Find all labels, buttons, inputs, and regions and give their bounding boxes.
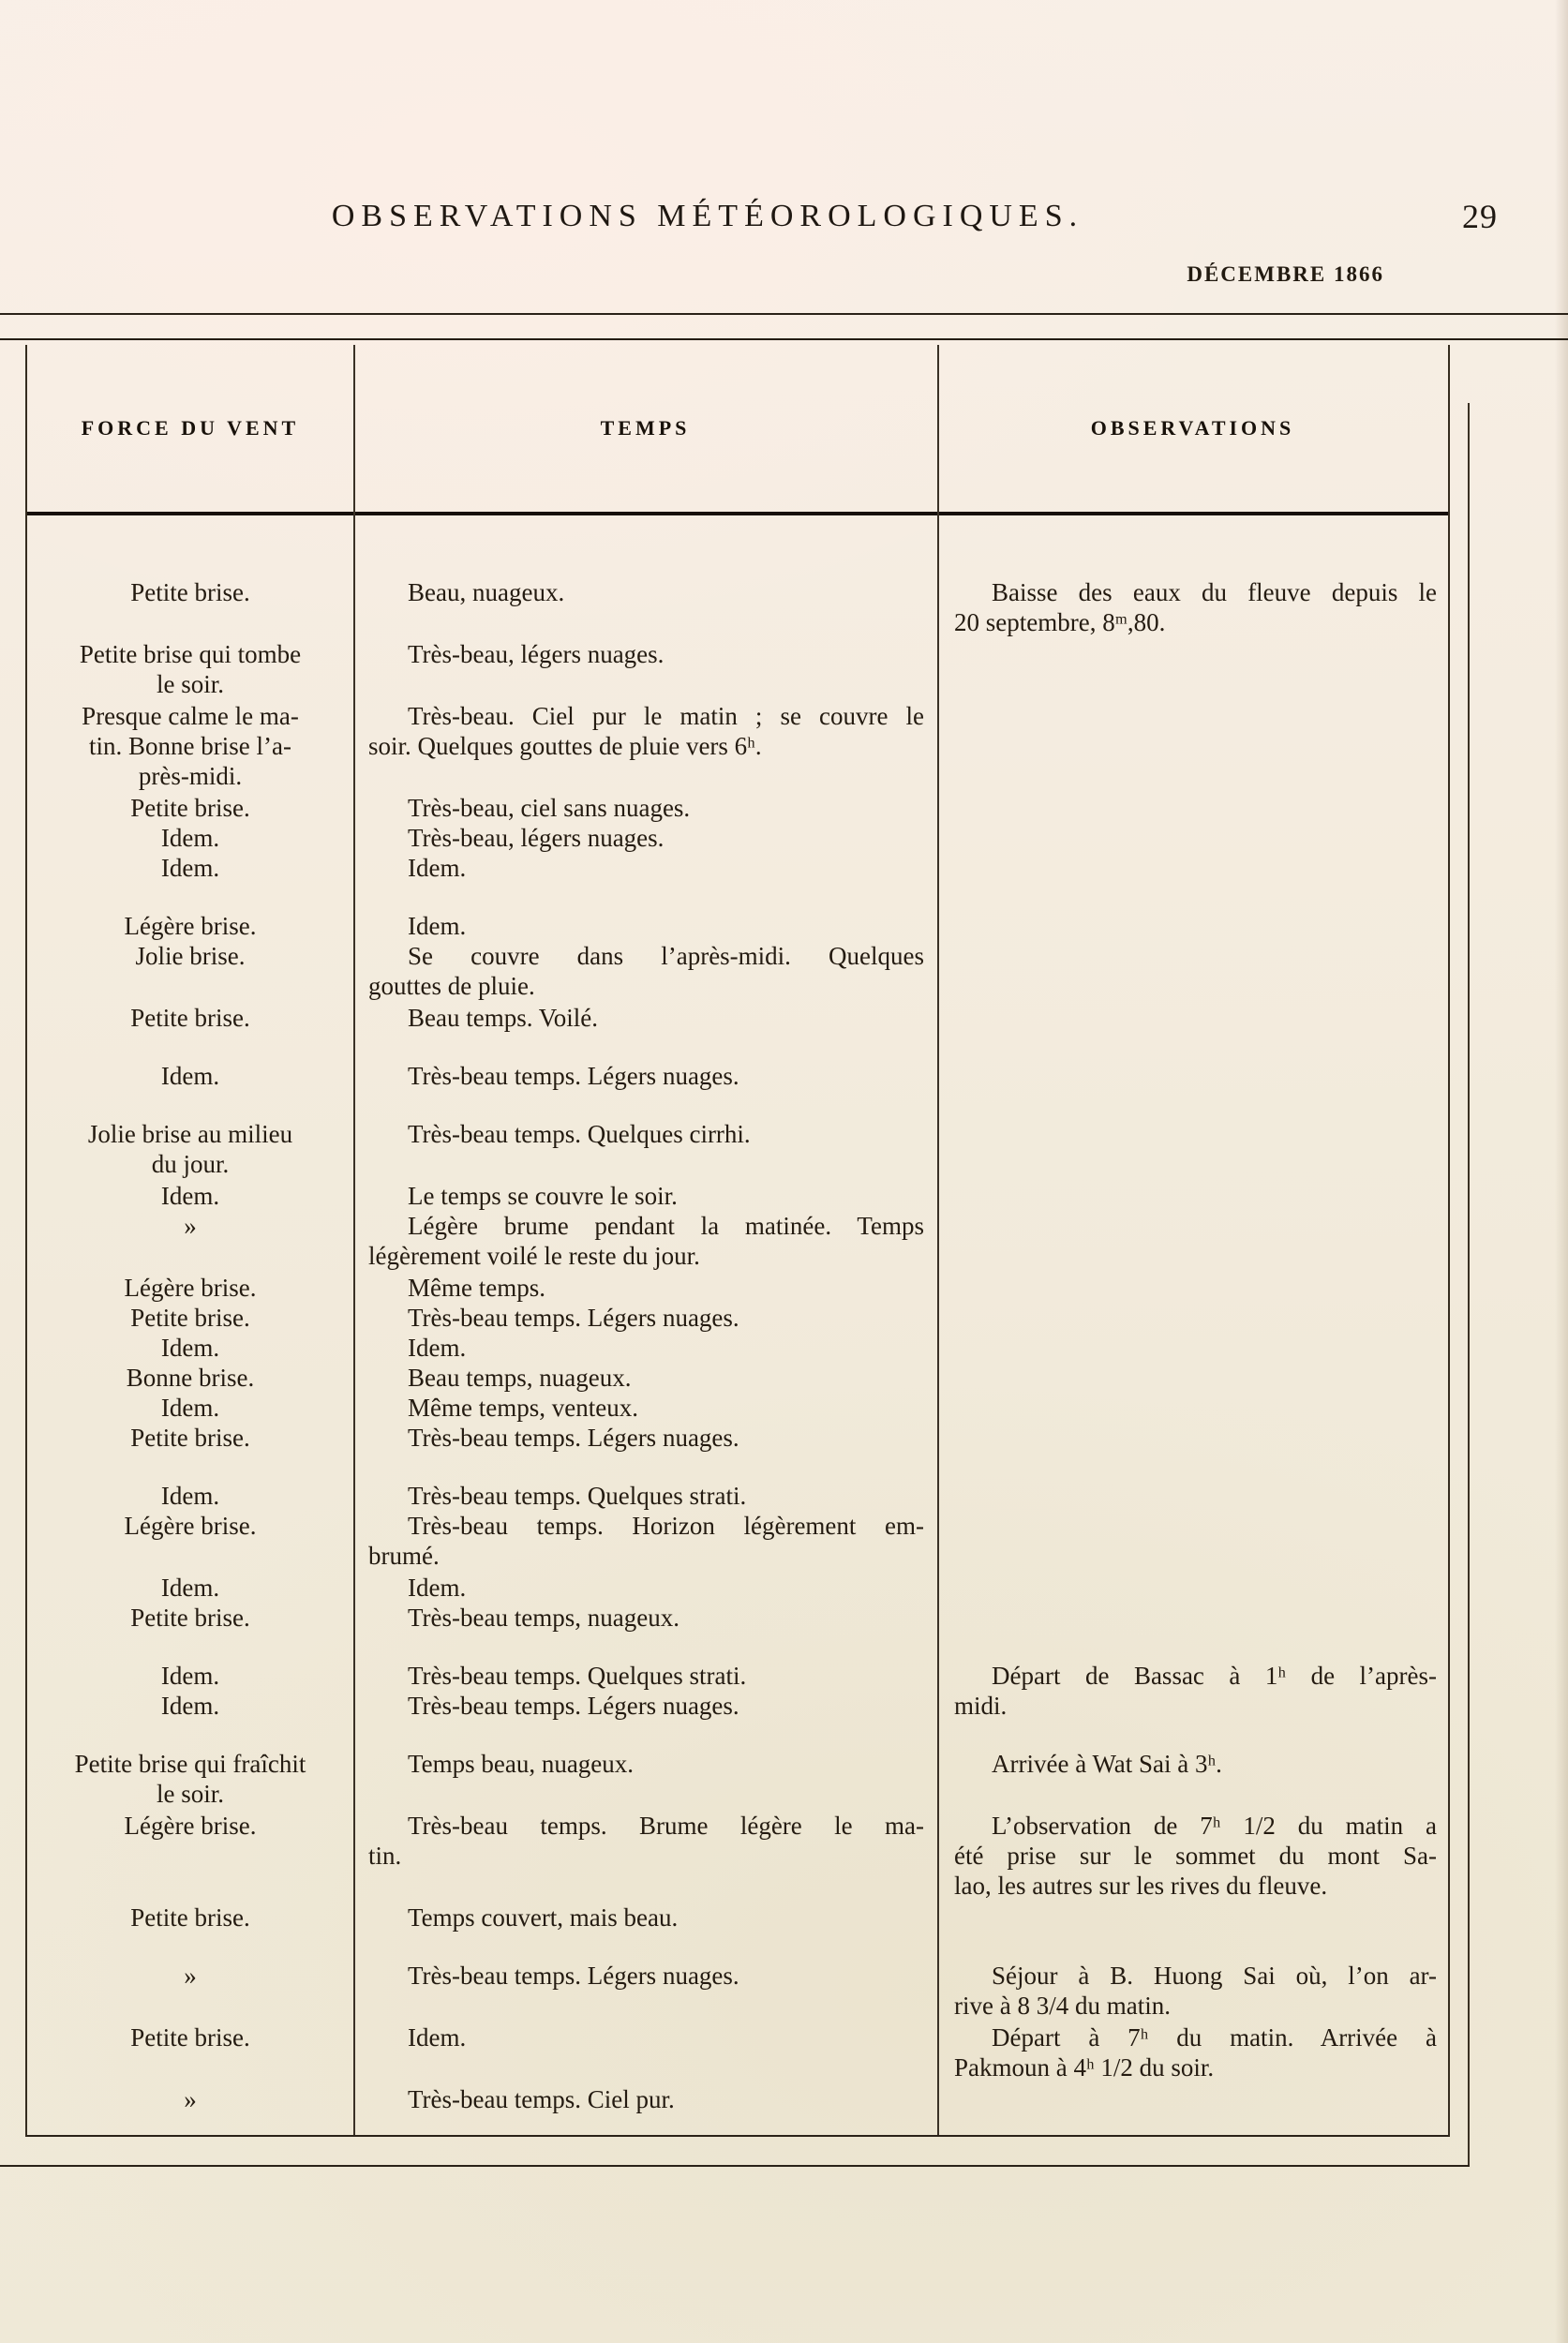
text-line: Séjour à B. Huong Sai où, l’on ar- xyxy=(992,1962,1437,1990)
text-line: Très-beau temps. Légers nuages. xyxy=(408,1962,739,1990)
observations-cell xyxy=(937,1573,1448,1633)
text-line: Idem. xyxy=(160,1062,220,1090)
entry-paragraph xyxy=(368,1661,924,1691)
entry-paragraph xyxy=(35,1273,346,1303)
temps-cell xyxy=(353,1661,937,1721)
text-line: Très-beau temps. Légers nuages. xyxy=(408,1692,739,1720)
force-du-vent-cell xyxy=(27,1481,353,1571)
entry-paragraph xyxy=(368,701,924,761)
col-header-observations: OBSERVATIONS xyxy=(937,345,1448,515)
entry-paragraph xyxy=(35,911,346,941)
table-row xyxy=(27,701,1448,791)
outer-bottom-rule xyxy=(0,2165,1470,2167)
entry-paragraph xyxy=(368,577,924,607)
table-row xyxy=(27,577,1448,637)
entry-paragraph xyxy=(368,1423,924,1453)
text-line: lao, les autres sur les rives du fleuve. xyxy=(954,1872,1328,1900)
entry-paragraph xyxy=(368,793,924,823)
text-line: Très-beau temps, nuageux. xyxy=(408,1604,679,1632)
entry-paragraph xyxy=(368,1903,924,1933)
text-line: Petite brise. xyxy=(130,794,250,822)
temps-cell xyxy=(353,911,937,1001)
entry-paragraph xyxy=(368,1333,924,1363)
table-row xyxy=(27,1573,1448,1633)
column-divider-2 xyxy=(937,345,939,2135)
entry-paragraph xyxy=(35,2084,346,2114)
entry-paragraph xyxy=(35,1511,346,1541)
entry-paragraph xyxy=(35,1061,346,1091)
text-line: tin. xyxy=(368,1842,402,1870)
entry-paragraph xyxy=(35,1481,346,1511)
text-line: » xyxy=(184,2085,197,2113)
table-row xyxy=(27,1811,1448,1901)
entry-paragraph xyxy=(35,1903,346,1933)
temps-cell xyxy=(353,701,937,791)
observations-cell xyxy=(937,793,1448,883)
table-row xyxy=(27,1903,1448,1933)
table-row xyxy=(27,1273,1448,1453)
observations-cell xyxy=(937,1119,1448,1179)
entry-paragraph xyxy=(368,1181,924,1211)
observations-cell xyxy=(937,911,1448,1001)
entry-paragraph xyxy=(368,639,924,669)
temps-cell xyxy=(353,1903,937,1933)
entry-paragraph xyxy=(35,1181,346,1211)
text-line: Idem. xyxy=(160,1574,220,1602)
text-line: Même temps, venteux. xyxy=(408,1394,638,1422)
temps-cell xyxy=(353,1573,937,1633)
temps-cell xyxy=(353,639,937,699)
text-line: Idem. xyxy=(160,1182,220,1210)
text-line: Temps beau, nuageux. xyxy=(408,1750,635,1778)
entry-paragraph xyxy=(35,1003,346,1033)
text-line: Petite brise qui tombe xyxy=(79,640,302,668)
entry-paragraph xyxy=(35,1661,346,1691)
observations-cell xyxy=(937,1811,1448,1901)
entry-paragraph xyxy=(954,1961,1437,2021)
entry-paragraph xyxy=(368,1691,924,1721)
outer-right-rule xyxy=(1468,403,1470,2167)
text-line: le soir. xyxy=(157,670,224,698)
text-line: Légère brise. xyxy=(124,1812,257,1840)
text-line: Petite brise. xyxy=(130,2023,250,2052)
text-line: Départ à 7ʰ du matin. Arrivée à xyxy=(992,2023,1437,2052)
force-du-vent-cell xyxy=(27,2084,353,2114)
entry-paragraph xyxy=(368,1363,924,1393)
temps-cell xyxy=(353,1003,937,1033)
text-line: Petite brise qui fraîchit xyxy=(74,1750,306,1778)
text-line: Idem. xyxy=(160,854,220,882)
observations-cell xyxy=(937,2084,1448,2114)
temps-cell xyxy=(353,1961,937,2021)
force-du-vent-cell xyxy=(27,1061,353,1091)
observations-cell xyxy=(937,1903,1448,1933)
top-double-rule-lower xyxy=(0,338,1568,340)
text-line: Petite brise. xyxy=(130,1004,250,1032)
text-line: Très-beau temps. Brume légère le ma- xyxy=(408,1812,924,1840)
entry-paragraph xyxy=(35,853,346,883)
text-line: Jolie brise au milieu xyxy=(87,1120,293,1148)
date-heading: DÉCEMBRE 1866 xyxy=(1187,262,1384,286)
entry-paragraph xyxy=(35,1811,346,1841)
text-line: Beau temps, nuageux. xyxy=(408,1364,632,1392)
observations-cell xyxy=(937,1273,1448,1453)
text-line: Bonne brise. xyxy=(126,1364,255,1392)
entry-paragraph xyxy=(35,1961,346,1991)
text-line: Temps couvert, mais beau. xyxy=(408,1903,679,1932)
entry-paragraph xyxy=(368,1119,924,1149)
table-row xyxy=(27,1003,1448,1033)
text-line: Beau temps. Voilé. xyxy=(408,1004,598,1032)
entry-paragraph xyxy=(368,941,924,1001)
text-line: le soir. xyxy=(157,1780,224,1808)
text-line: Idem. xyxy=(160,1662,220,1690)
entry-paragraph xyxy=(368,823,924,853)
col-header-force-du-vent: FORCE DU VENT xyxy=(27,345,353,515)
entry-paragraph xyxy=(35,1211,346,1241)
observations-cell xyxy=(937,639,1448,699)
table-row xyxy=(27,1119,1448,1179)
text-line: Beau, nuageux. xyxy=(408,578,565,606)
top-double-rule-upper xyxy=(0,313,1568,315)
observations-cell xyxy=(937,1061,1448,1091)
entry-paragraph xyxy=(954,1661,1437,1721)
entry-paragraph xyxy=(368,1393,924,1423)
table-row xyxy=(27,1061,1448,1091)
observations-cell xyxy=(937,1661,1448,1721)
entry-paragraph xyxy=(368,1749,924,1779)
entry-paragraph xyxy=(35,1393,346,1423)
temps-cell xyxy=(353,1273,937,1453)
table-body xyxy=(27,515,1448,2114)
text-line: Le temps se couvre le soir. xyxy=(408,1182,678,1210)
text-line: soir. Quelques gouttes de pluie vers 6ʰ. xyxy=(368,732,762,760)
temps-cell xyxy=(353,1181,937,1271)
text-line: Très-beau temps. Ciel pur. xyxy=(408,2085,675,2113)
entry-paragraph xyxy=(368,1811,924,1871)
force-du-vent-cell xyxy=(27,1811,353,1901)
text-line: tin. Bonne brise l’a- xyxy=(89,732,291,760)
entry-paragraph xyxy=(368,1303,924,1333)
text-line: Idem. xyxy=(160,1692,220,1720)
entry-paragraph xyxy=(368,853,924,883)
entry-paragraph xyxy=(368,1061,924,1091)
table-row xyxy=(27,639,1448,699)
observations-cell xyxy=(937,1961,1448,2021)
text-line: Se couvre dans l’après-midi. Quelques xyxy=(408,942,924,970)
text-line: Idem. xyxy=(160,1482,220,1510)
entry-paragraph xyxy=(368,1511,924,1571)
entry-paragraph xyxy=(35,1573,346,1603)
force-du-vent-cell xyxy=(27,911,353,1001)
entry-paragraph xyxy=(35,941,346,971)
force-du-vent-cell xyxy=(27,1903,353,1933)
entry-paragraph xyxy=(368,1961,924,1991)
force-du-vent-cell xyxy=(27,1573,353,1633)
column-divider-1 xyxy=(353,345,355,2135)
observations-cell xyxy=(937,1003,1448,1033)
entry-paragraph xyxy=(35,823,346,853)
text-line: Départ de Bassac à 1ʰ de l’après- xyxy=(992,1662,1437,1690)
temps-cell xyxy=(353,1061,937,1091)
text-line: Très-beau temps. Quelques cirrhi. xyxy=(408,1120,751,1148)
text-line: légèrement voilé le reste du jour. xyxy=(368,1242,700,1270)
entry-paragraph xyxy=(35,1749,346,1809)
force-du-vent-cell xyxy=(27,2022,353,2082)
entry-paragraph xyxy=(35,793,346,823)
temps-cell xyxy=(353,1811,937,1901)
entry-paragraph xyxy=(35,639,346,699)
text-line: Même temps. xyxy=(408,1274,545,1302)
text-line: Très-beau, légers nuages. xyxy=(408,824,665,852)
table-row xyxy=(27,1481,1448,1571)
entry-paragraph xyxy=(368,1003,924,1033)
temps-cell xyxy=(353,2084,937,2114)
text-line: Petite brise. xyxy=(130,1903,250,1932)
text-line: Idem. xyxy=(160,1394,220,1422)
table-row xyxy=(27,911,1448,1001)
force-du-vent-cell xyxy=(27,1661,353,1721)
table-row xyxy=(27,2084,1448,2114)
entry-paragraph xyxy=(35,1423,346,1453)
entry-paragraph xyxy=(35,1363,346,1393)
force-du-vent-cell xyxy=(27,701,353,791)
text-line: Petite brise. xyxy=(130,1304,250,1332)
entry-paragraph xyxy=(35,2022,346,2052)
temps-cell xyxy=(353,1749,937,1809)
text-line: Petite brise. xyxy=(130,578,250,606)
entry-paragraph xyxy=(368,2084,924,2114)
text-line: Idem. xyxy=(408,2023,467,2052)
text-line: » xyxy=(184,1212,197,1240)
text-line: Idem. xyxy=(408,1574,467,1602)
text-line: Presque calme le ma- xyxy=(82,702,299,730)
temps-cell xyxy=(353,577,937,637)
text-line: Idem. xyxy=(160,824,220,852)
text-line: Idem. xyxy=(160,1334,220,1362)
entry-paragraph xyxy=(368,1273,924,1303)
entry-paragraph xyxy=(368,1573,924,1603)
observations-cell xyxy=(937,701,1448,791)
entry-paragraph xyxy=(35,1603,346,1633)
text-line: Pakmoun à 4ʰ 1/2 du soir. xyxy=(954,2053,1215,2082)
text-line: Arrivée à Wat Sai à 3ʰ. xyxy=(992,1750,1222,1778)
text-line: Petite brise. xyxy=(130,1604,250,1632)
text-line: été prise sur le sommet du mont Sa- xyxy=(954,1842,1437,1870)
entry-paragraph xyxy=(368,1481,924,1511)
text-line: gouttes de pluie. xyxy=(368,972,535,1000)
entry-paragraph xyxy=(368,1603,924,1633)
text-line: Jolie brise. xyxy=(135,942,246,970)
text-line: Légère brise. xyxy=(124,1512,257,1540)
force-du-vent-cell xyxy=(27,1749,353,1809)
text-line: brumé. xyxy=(368,1542,440,1570)
text-line: Très-beau, ciel sans nuages. xyxy=(408,794,691,822)
force-du-vent-cell xyxy=(27,1119,353,1179)
entry-paragraph xyxy=(35,577,346,607)
table-header-row xyxy=(27,345,1448,515)
text-line: Idem. xyxy=(408,912,467,940)
table-row xyxy=(27,1181,1448,1271)
page-edge-shadow xyxy=(1555,0,1568,2343)
text-line: Légère brise. xyxy=(124,912,257,940)
observations-table xyxy=(25,345,1450,2137)
table-row xyxy=(27,793,1448,883)
force-du-vent-cell xyxy=(27,1961,353,2021)
text-line: Très-beau, légers nuages. xyxy=(408,640,665,668)
entry-paragraph xyxy=(35,1303,346,1333)
text-line: Très-beau. Ciel pur le matin ; se couvre le xyxy=(408,702,924,730)
text-line: près-midi. xyxy=(138,762,243,790)
observations-cell xyxy=(937,2022,1448,2082)
text-line: Petite brise. xyxy=(130,1424,250,1452)
entry-paragraph xyxy=(954,1749,1437,1779)
observations-cell xyxy=(937,1749,1448,1809)
text-line: Très-beau temps. Horizon légèrement em- xyxy=(408,1512,924,1540)
text-line: Légère brise. xyxy=(124,1274,257,1302)
col-header-temps: TEMPS xyxy=(353,345,937,515)
entry-paragraph xyxy=(35,701,346,791)
force-du-vent-cell xyxy=(27,1003,353,1033)
text-line: Très-beau temps. Légers nuages. xyxy=(408,1304,739,1332)
text-line: Légère brume pendant la matinée. Temps xyxy=(408,1212,924,1240)
table-row xyxy=(27,1661,1448,1721)
temps-cell xyxy=(353,1119,937,1179)
entry-paragraph xyxy=(35,1333,346,1363)
text-line: du jour. xyxy=(151,1150,230,1178)
force-du-vent-cell xyxy=(27,793,353,883)
temps-cell xyxy=(353,1481,937,1571)
table-row xyxy=(27,2022,1448,2082)
temps-cell xyxy=(353,793,937,883)
observations-cell xyxy=(937,1181,1448,1271)
page-number: 29 xyxy=(1462,198,1498,235)
text-line: Baisse des eaux du fleuve depuis le xyxy=(992,578,1437,606)
text-line: Idem. xyxy=(408,1334,467,1362)
text-line: Très-beau temps. Quelques strati. xyxy=(408,1662,747,1690)
text-line: rive à 8 3/4 du matin. xyxy=(954,1992,1171,2020)
entry-paragraph xyxy=(954,577,1437,637)
entry-paragraph xyxy=(954,2022,1437,2082)
text-line: 20 septembre, 8ᵐ,80. xyxy=(954,608,1166,636)
temps-cell xyxy=(353,2022,937,2082)
observations-cell xyxy=(937,1481,1448,1571)
entry-paragraph xyxy=(35,1691,346,1721)
text-line: Très-beau temps. Quelques strati. xyxy=(408,1482,747,1510)
text-line: L’observation de 7ʰ 1/2 du matin a xyxy=(992,1812,1437,1840)
entry-paragraph xyxy=(35,1119,346,1179)
force-du-vent-cell xyxy=(27,1273,353,1453)
force-du-vent-cell xyxy=(27,577,353,637)
page-title: OBSERVATIONS MÉTÉOROLOGIQUES. xyxy=(331,199,1084,233)
entry-paragraph xyxy=(368,911,924,941)
entry-paragraph xyxy=(368,2022,924,2052)
text-line: » xyxy=(184,1962,197,1990)
table-row xyxy=(27,1961,1448,2021)
observations-cell xyxy=(937,577,1448,637)
entry-paragraph xyxy=(368,1211,924,1271)
entry-paragraph xyxy=(954,1811,1437,1901)
table-row xyxy=(27,1749,1448,1809)
text-line: Très-beau temps. Légers nuages. xyxy=(408,1424,739,1452)
text-line: midi. xyxy=(954,1692,1008,1720)
force-du-vent-cell xyxy=(27,1181,353,1271)
text-line: Très-beau temps. Légers nuages. xyxy=(408,1062,739,1090)
force-du-vent-cell xyxy=(27,639,353,699)
text-line: Idem. xyxy=(408,854,467,882)
